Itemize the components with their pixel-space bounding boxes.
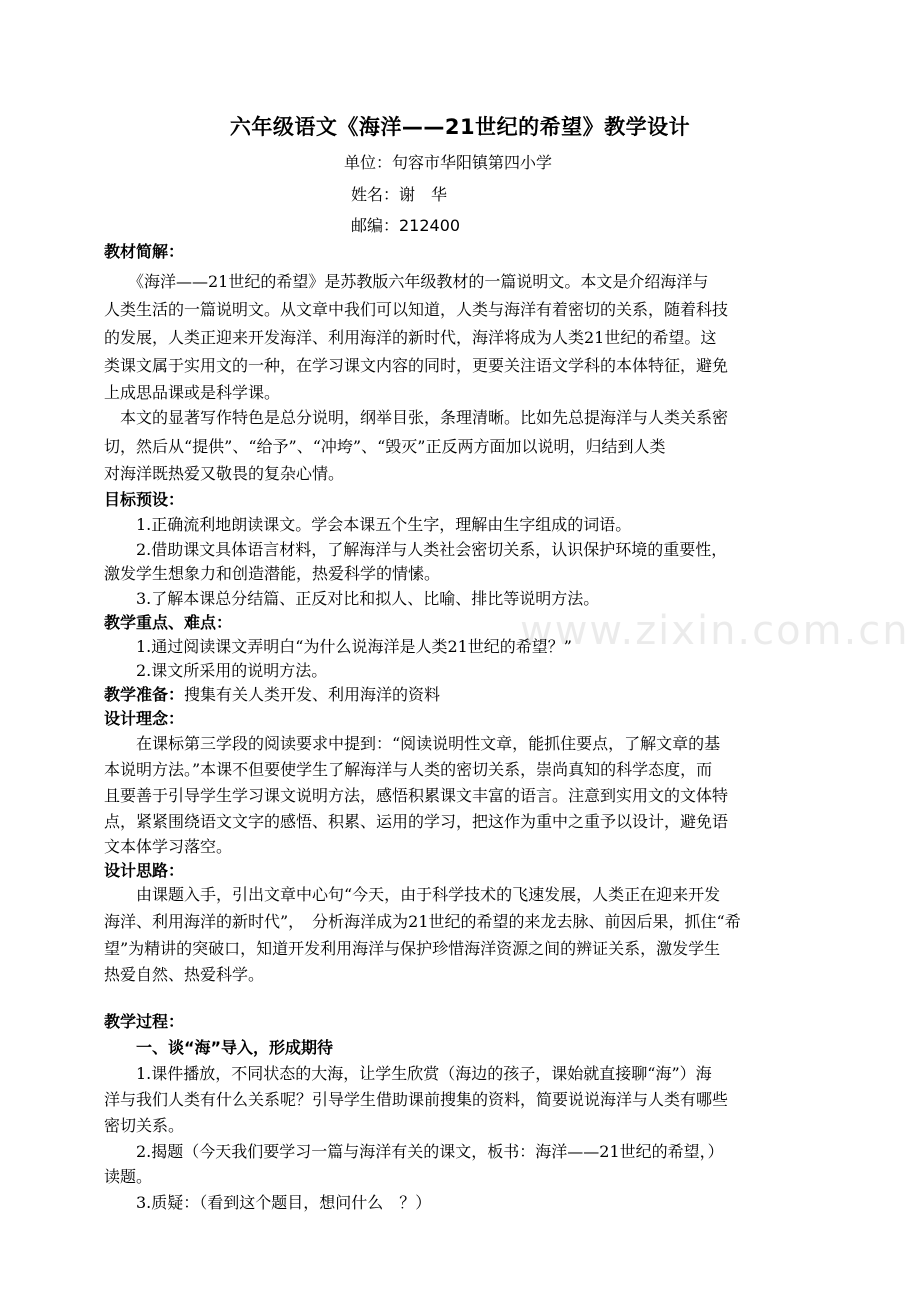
paragraph-line: 本文的显著写作特色是总分说明，纲举目张，条理清晰。比如先总提海洋与人类关系密	[104, 408, 729, 427]
section-heading: 目标预设：	[104, 490, 185, 509]
document-title: 六年级语文《海洋——21世纪的希望》教学设计	[229, 115, 691, 139]
paragraph-line: 1.课件播放，不同状态的大海，让学生欣赏（海边的孩子，课始就直接聊“海”）海	[104, 1064, 712, 1083]
paragraph-line: 《海洋——21世纪的希望》是苏教版六年级教材的一篇说明文。本文是介绍海洋与	[104, 272, 709, 291]
paragraph-line: 热爱自然、热爱科学。	[104, 965, 265, 984]
paragraph-line: 人类生活的一篇说明文。从文章中我们可以知道，人类与海洋有着密切的关系，随着科技	[104, 300, 729, 319]
paragraph-line: 文本体学习落空。	[104, 837, 233, 856]
paragraph-line: 3.质疑：（看到这个题目，想问什么 ？）	[104, 1193, 432, 1212]
prep-heading: 教学准备：	[104, 685, 185, 704]
section-heading: 教材简解：	[104, 242, 185, 261]
prep-content: 搜集有关人类开发、利用海洋的资料	[184, 685, 441, 704]
subsection-heading: 一、谈“海”导入，形成期待	[104, 1038, 334, 1057]
author-postcode: 邮编：212400	[351, 216, 461, 235]
paragraph-line: 类课文属于实用文的一种，在学习课文内容的同时，更要关注语文学科的本体特征，避免	[104, 356, 729, 375]
paragraph-line: 3.了解本课总分结篇、正反对比和拟人、比喻、排比等说明方法。	[104, 589, 600, 608]
paragraph-line: 对海洋既热爱又敬畏的复杂心情。	[104, 464, 345, 483]
prep-line	[104, 684, 440, 706]
section-heading: 教学过程：	[104, 1012, 185, 1031]
watermark: www.zixin.com.cn	[520, 608, 910, 654]
section-heading: 教学重点、难点：	[104, 613, 233, 632]
paragraph-line: 望”为精讲的突破口，知道开发利用海洋与保护珍惜海洋资源之间的辨证关系，激发学生	[104, 939, 721, 958]
paragraph-line: 的发展，人类正迎来开发海洋、利用海洋的新时代，海洋将成为人类21世纪的希望。这	[104, 328, 717, 347]
section-heading: 设计理念：	[104, 709, 185, 728]
paragraph-line: 切，然后从“提供”、“给予”、“冲垮”、“毁灭”正反两方面加以说明，归结到人类	[104, 437, 666, 456]
section-heading: 设计思路：	[104, 861, 185, 880]
paragraph-line: 2.借助课文具体语言材料，了解海洋与人类社会密切关系，认识保护环境的重要性，	[104, 540, 728, 559]
paragraph-line: 在课标第三学段的阅读要求中提到：“阅读说明性文章，能抓住要点，了解文章的基	[104, 734, 721, 753]
paragraph-line: 点，紧紧围绕语文文字的感悟、积累、运用的学习，把这作为重中之重予以设计，避免语	[104, 812, 729, 831]
author-name: 姓名：谢 华	[351, 185, 448, 204]
paragraph-line: 密切关系。	[104, 1116, 185, 1135]
paragraph-line: 激发学生想象力和创造潜能，热爱科学的情愫。	[104, 564, 441, 583]
paragraph-line: 由课题入手，引出文章中心句“今天，由于科学技术的飞速发展，人类正在迎来开发	[104, 885, 721, 904]
author-unit: 单位：句容市华阳镇第四小学	[344, 153, 553, 172]
paragraph-line: 2.课文所采用的说明方法。	[104, 661, 328, 680]
paragraph-line: 海洋、利用海洋的新时代”， 分析海洋成为21世纪的希望的来龙去脉、前因后果，抓住“希	[104, 912, 741, 931]
paragraph-line: 1.通过阅读课文弄明白“为什么说海洋是人类21世纪的希望？”	[104, 637, 572, 656]
paragraph-line: 本说明方法。”本课不但要使学生了解海洋与人类的密切关系，崇尚真知的科学态度，而	[104, 760, 713, 779]
paragraph-line: 2.揭题（今天我们要学习一篇与海洋有关的课文，板书：海洋——21世纪的希望，）	[104, 1142, 724, 1161]
paragraph-line: 上成思品课或是科学课。	[104, 383, 281, 402]
paragraph-line: 洋与我们人类有什么关系呢？引导学生借助课前搜集的资料，简要说说海洋与人类有哪些	[104, 1090, 729, 1109]
paragraph-line: 且要善于引导学生学习课文说明方法，感悟积累课文丰富的语言。注意到实用文的文体特	[104, 786, 729, 805]
paragraph-line: 1.正确流利地朗读课文。学会本课五个生字，理解由生字组成的词语。	[104, 515, 632, 534]
paragraph-line: 读题。	[104, 1167, 153, 1186]
